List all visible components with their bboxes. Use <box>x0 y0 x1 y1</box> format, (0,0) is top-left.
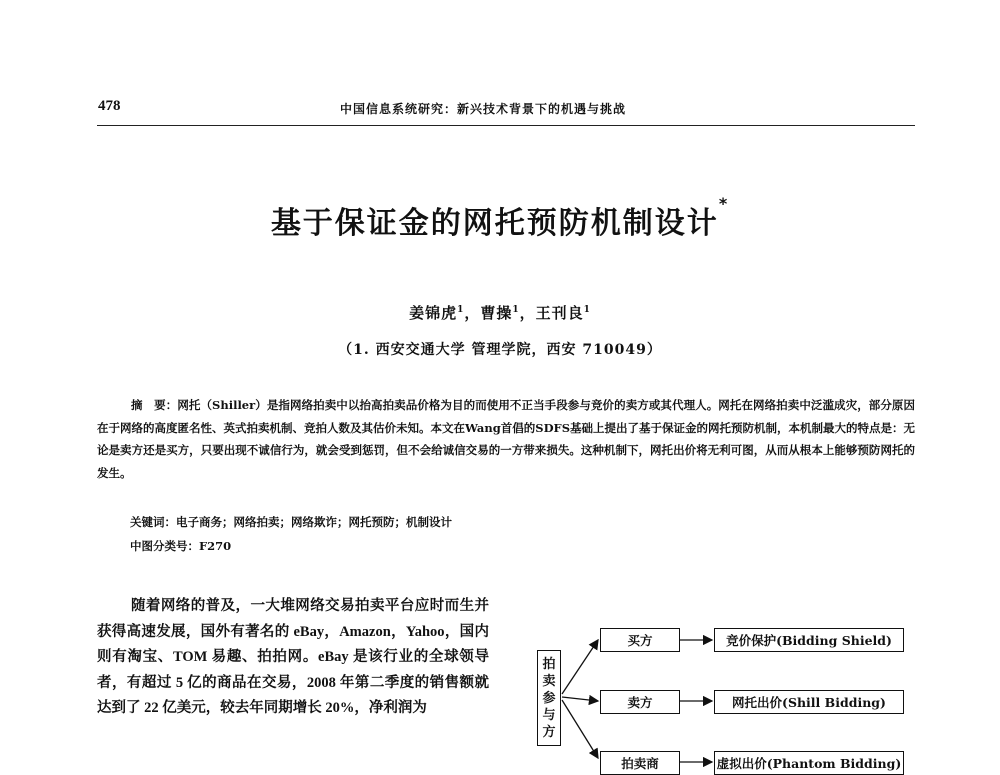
paper-title <box>0 194 1000 242</box>
root-participants-label: 拍卖参与方 <box>542 656 556 740</box>
keywords-text: 电子商务；网络拍卖；网络欺诈；网托预防；机制设计 <box>176 515 452 529</box>
abstract-label: 摘 要： <box>131 398 178 412</box>
page-number: 478 <box>98 98 121 114</box>
body-paragraph: 随着网络的普及，一大堆网络交易拍卖平台应时而生并获得高速发展，国外有著名的 eBay，Amazon，Yahoo，国内则有淘宝、TOM 易趣、拍拍网。eBay 是该行业的全球领导者，有超过 5 亿的商品在交易，2008 年第二季度的销售额就达到了 22 亿美元，较去年同期增长 20%，净利润为 <box>97 598 489 716</box>
diagram-connectors <box>500 600 920 763</box>
author-affiliation-mark: 1 <box>583 305 591 315</box>
behavior-box-shill-bidding <box>714 690 904 714</box>
author-name: 曹操 <box>480 304 513 322</box>
root-participants-box <box>537 650 561 746</box>
author-affiliation-mark: 1 <box>512 305 520 315</box>
party-label: 卖方 <box>627 695 653 710</box>
author-name: 王刊良 <box>535 304 584 322</box>
header-rule <box>97 125 915 126</box>
classification-label: 中图分类号： <box>130 539 199 553</box>
party-label: 买方 <box>627 633 653 648</box>
affiliation: （1. 西安交通大学 管理学院，西安 710049） <box>338 342 662 358</box>
title-footnote-mark: * <box>718 194 730 213</box>
abstract <box>97 394 915 484</box>
classification-number: F270 <box>199 539 232 553</box>
author-affiliation-mark: 1 <box>457 305 465 315</box>
running-head: 中国信息系统研究：新兴技术背景下的机遇与挑战 <box>340 102 627 116</box>
participants-diagram <box>500 600 920 771</box>
author-list: 姜锦虎$^1$，曹操$^1$，王刊良$^1$ <box>409 304 591 322</box>
author-name: 姜锦虎 <box>409 304 458 322</box>
party-box-buyer <box>600 628 680 652</box>
party-box-auctioneer <box>600 751 680 775</box>
abstract-text: 网托（Shiller）是指网络拍卖中以抬高拍卖品价格为目的而使用不正当手段参与竞价的卖方或其代理人。网托在网络拍卖中泛滥成灾，部分原因在于网络的高度匿名性、英式拍卖机制、竞拍人数及其估价未知。本文在Wang首倡的SDFS基础上提出了基于保证金的网托预防机制，本机制最大的特点是：无论是卖方还是买方，只要出现不诚信行为，就会受到惩罚，但不会给诚信交易的一方带来损失。这种机制下，网托出价将无利可图，从而从根本上能够预防网托的发生。 <box>97 398 916 480</box>
paper-title-text: 基于保证金的网托预防机制设计 <box>270 206 719 241</box>
behavior-label: 网托出价(Shill Bidding) <box>732 695 886 710</box>
behavior-label: 竞价保护(Bidding Shield) <box>726 633 892 648</box>
party-box-seller <box>600 690 680 714</box>
keywords-line <box>130 514 452 530</box>
behavior-box-phantom-bidding <box>714 751 904 775</box>
behavior-box-bidding-shield <box>714 628 904 652</box>
behavior-label: 虚拟出价(Phantom Bidding) <box>716 756 902 771</box>
party-label: 拍卖商 <box>621 756 659 771</box>
keywords-label: 关键词： <box>130 515 176 529</box>
classification-line <box>130 538 231 554</box>
